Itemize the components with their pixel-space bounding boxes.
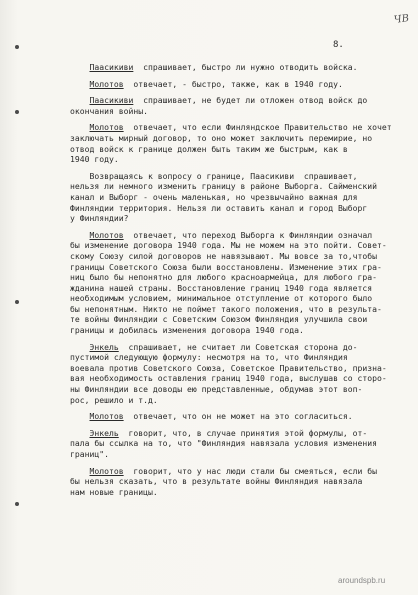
line-text: спрашивает, не будет ли отложен отвод войск до bbox=[133, 95, 368, 106]
line-text: скому Союзу силой договоров не навязывают. Мы вовсе за то,чтобы bbox=[70, 250, 377, 261]
text-line bbox=[70, 230, 400, 241]
text-line bbox=[70, 171, 400, 182]
text-line bbox=[70, 395, 400, 406]
line-text: отвечает, что переход Выборга к Финляндии означал bbox=[123, 229, 373, 240]
line-text: пала бы ссылка на то, что "Финляндия навязала условия изменения bbox=[70, 438, 377, 449]
paragraph bbox=[70, 428, 400, 460]
text-line bbox=[70, 352, 400, 363]
punch-hole bbox=[15, 45, 19, 49]
line-text: необходимым условием, минимальное отступление от которого было bbox=[70, 293, 373, 304]
text-line bbox=[70, 144, 400, 155]
line-text: границ". bbox=[70, 449, 109, 459]
line-text: вая необходимость оставления границ 1940 года, выслушав со сторо- bbox=[70, 373, 387, 384]
line-text: говорит, что, в случае принятия этой формулы, от- bbox=[118, 427, 368, 438]
text-line bbox=[70, 314, 400, 325]
line-text: отвечает, что если Финляндское Правительство не хочет bbox=[123, 122, 392, 133]
line-text: бы изменение договора 1940 года. Мы не можем на это пойти. Совет- bbox=[70, 240, 387, 251]
watermark: aroundspb.ru bbox=[338, 576, 386, 585]
text-line bbox=[70, 283, 400, 294]
line-text: отвечает, что он не может на это согласиться. bbox=[123, 411, 353, 422]
text-line bbox=[70, 438, 400, 449]
speaker-name: Энкель bbox=[89, 341, 119, 352]
speaker-name: Молотов bbox=[89, 78, 124, 89]
line-text: канал и Выборг - очень маленькая, но чрезвычайно важная для bbox=[70, 191, 358, 202]
line-text: Возвращаясь к вопросу о границе, Паасикиви спрашивает, bbox=[70, 170, 358, 181]
punch-hole bbox=[15, 502, 19, 506]
line-text: нельзя ли немного изменить границу в районе Выборга. Сайменский bbox=[70, 181, 377, 192]
punch-hole bbox=[15, 110, 19, 114]
text-line bbox=[70, 466, 400, 477]
speaker-name: Паасикиви bbox=[89, 62, 134, 72]
text-line bbox=[70, 154, 400, 165]
text-line bbox=[70, 262, 400, 273]
text-line bbox=[70, 428, 400, 439]
text-line bbox=[70, 240, 400, 251]
paragraph bbox=[70, 122, 400, 164]
speaker-name: Энкель bbox=[89, 427, 119, 438]
text-line bbox=[70, 476, 400, 487]
punch-hole bbox=[15, 300, 19, 304]
line-text: отвечает, - быстро, также, как в 1940 году. bbox=[123, 78, 343, 89]
line-text: границы Советского Союза были восстановлены. Изменение этих гра- bbox=[70, 261, 382, 272]
text-line bbox=[70, 106, 400, 117]
line-text: пустимой следующую формулу: несмотря на то, что Финляндия bbox=[70, 352, 348, 363]
document-body bbox=[70, 62, 400, 497]
paragraph bbox=[70, 95, 400, 116]
text-line bbox=[70, 133, 400, 144]
text-line bbox=[70, 449, 400, 460]
line-text: жданина нашей страны. Восстановление границ 1940 года является bbox=[70, 282, 373, 293]
line-text: нам новые границы. bbox=[70, 486, 158, 497]
text-line bbox=[70, 487, 400, 498]
speaker-name: Молотов bbox=[89, 411, 124, 422]
line-text: те войны Финляндии с Советским Союзом Финляндия улучшила свои bbox=[70, 314, 368, 325]
text-line bbox=[70, 411, 400, 422]
text-line bbox=[70, 373, 400, 384]
line-text: говорит, что у нас люди стали бы смеяться, если бы bbox=[123, 465, 378, 476]
text-line bbox=[70, 342, 400, 353]
line-text: спрашивает, не считает ли Советская сторона до- bbox=[118, 341, 358, 352]
text-line bbox=[70, 293, 400, 304]
handwritten-corner-mark: ЧВ bbox=[393, 13, 410, 26]
text-line bbox=[70, 203, 400, 214]
text-line bbox=[70, 95, 400, 106]
paragraph bbox=[70, 79, 400, 90]
line-text: 1940 году. bbox=[70, 154, 119, 165]
line-text: окончания войны. bbox=[70, 105, 148, 116]
text-line bbox=[70, 213, 400, 224]
line-text: Финляндии территория. Нельзя ли оставить канал и город Выборг bbox=[70, 202, 368, 213]
text-line bbox=[70, 304, 400, 315]
speaker-name: Молотов bbox=[89, 229, 124, 240]
speaker-name: Паасикиви bbox=[89, 95, 134, 106]
line-text: ниц было бы непонятно для любого красноармейца, для любого гра- bbox=[70, 272, 377, 283]
text-line bbox=[70, 181, 400, 192]
paragraph bbox=[70, 342, 400, 406]
line-text: границы и добилась изменения договора 1940 года. bbox=[70, 325, 304, 336]
paragraph bbox=[70, 466, 400, 498]
line-text: спрашивает, быстро ли нужно отводить войска. bbox=[133, 62, 358, 72]
paragraph bbox=[70, 62, 400, 73]
text-line bbox=[70, 122, 400, 133]
line-text: бы нельзя сказать, что в результате войны Финляндия навязала bbox=[70, 476, 363, 487]
text-line bbox=[70, 272, 400, 283]
text-line bbox=[70, 384, 400, 395]
text-line bbox=[70, 79, 400, 90]
speaker-name: Молотов bbox=[89, 465, 124, 476]
line-text: рос, решило и т.д. bbox=[70, 394, 158, 405]
text-line bbox=[70, 363, 400, 374]
text-line bbox=[70, 251, 400, 262]
line-text: воевала против Советского Союза, Советское Правительство, призна- bbox=[70, 362, 387, 373]
line-text: ны Финляндии все доводы ею представленные, обдумав этот воп- bbox=[70, 384, 363, 395]
text-line bbox=[70, 62, 400, 73]
line-text: бы непонятным. Никто не поймет такого положения, что в результа- bbox=[70, 303, 382, 314]
paragraph bbox=[70, 411, 400, 422]
text-line bbox=[70, 325, 400, 336]
speaker-name: Молотов bbox=[89, 122, 124, 133]
paragraph bbox=[70, 230, 400, 336]
line-text: заключать мирный договор, то оно может заключить перемирие, но bbox=[70, 132, 373, 143]
line-text: отвод войск к границе должен быть таким же быстрым, как в bbox=[70, 143, 348, 154]
text-line bbox=[70, 192, 400, 203]
line-text: у Финляндии? bbox=[70, 213, 129, 224]
paragraph bbox=[70, 171, 400, 224]
page-number: 8. bbox=[333, 40, 344, 50]
